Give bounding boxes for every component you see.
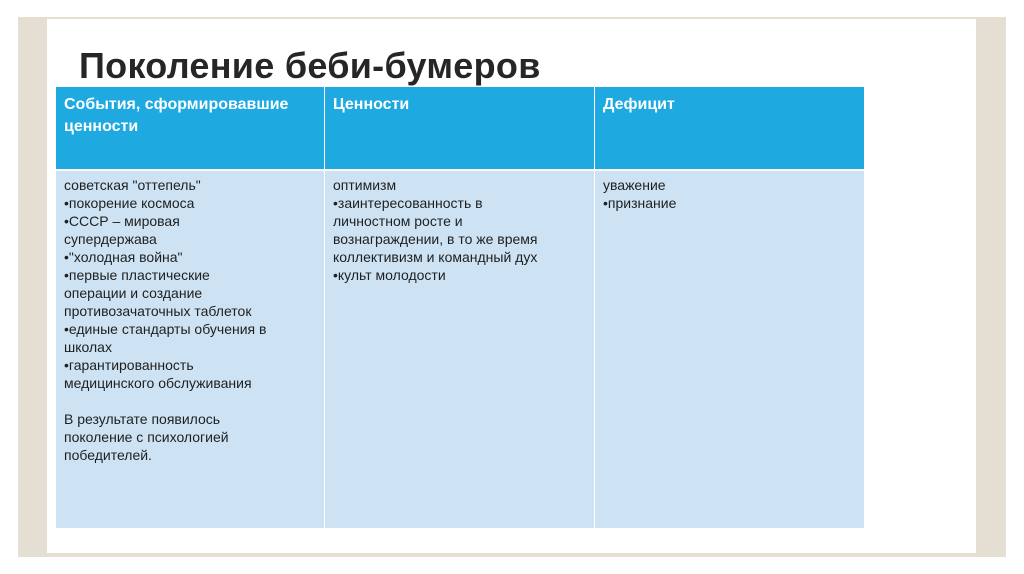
- generation-table: [55, 87, 865, 528]
- header-deficit: Дефицит: [595, 87, 865, 170]
- header-values: Ценности: [325, 87, 595, 170]
- cell-events: [56, 170, 325, 528]
- cell-line: •гарантированность: [64, 357, 194, 373]
- cell-line: •единые стандарты обучения в: [64, 321, 267, 337]
- cell-line: •СССР – мировая: [64, 213, 180, 229]
- cell-line: •первые пластические: [64, 267, 210, 283]
- cell-line: операции и создание: [64, 285, 203, 301]
- cell-line: медицинского обслуживания: [64, 375, 252, 391]
- cell-line: супердержава: [64, 231, 157, 247]
- slide: [47, 19, 976, 553]
- cell-line: вознаграждении, в то же время: [333, 231, 538, 247]
- cell-line: •признание: [603, 195, 677, 211]
- cell-line: •покорение космоса: [64, 195, 195, 211]
- cell-line: школах: [64, 339, 112, 355]
- cell-values: [325, 170, 595, 528]
- table-row: [56, 170, 865, 528]
- cell-line: личностном росте и: [333, 213, 463, 229]
- table-header-row: [56, 87, 865, 170]
- slide-title: Поколение беби-бумеров: [79, 45, 541, 86]
- conclusion-line: В результате появилось: [64, 411, 221, 427]
- slide-frame: [18, 17, 1006, 557]
- cell-line: оптимизм: [333, 177, 397, 193]
- conclusion-line: поколение с психологией: [64, 429, 229, 445]
- cell-line: советская "оттепель": [64, 177, 201, 193]
- cell-line: •культ молодости: [333, 267, 446, 283]
- cell-line: уважение: [603, 177, 666, 193]
- cell-deficit: [595, 170, 865, 528]
- cell-line: •"холодная война": [64, 249, 183, 265]
- cell-line: противозачаточных таблеток: [64, 303, 252, 319]
- cell-line: •заинтересованность в: [333, 195, 483, 211]
- paragraph-gap: [64, 392, 316, 410]
- cell-line: коллективизм и командный дух: [333, 249, 538, 265]
- header-events: События, сформировавшие ценности: [56, 87, 325, 170]
- conclusion-line: победителей.: [64, 447, 152, 463]
